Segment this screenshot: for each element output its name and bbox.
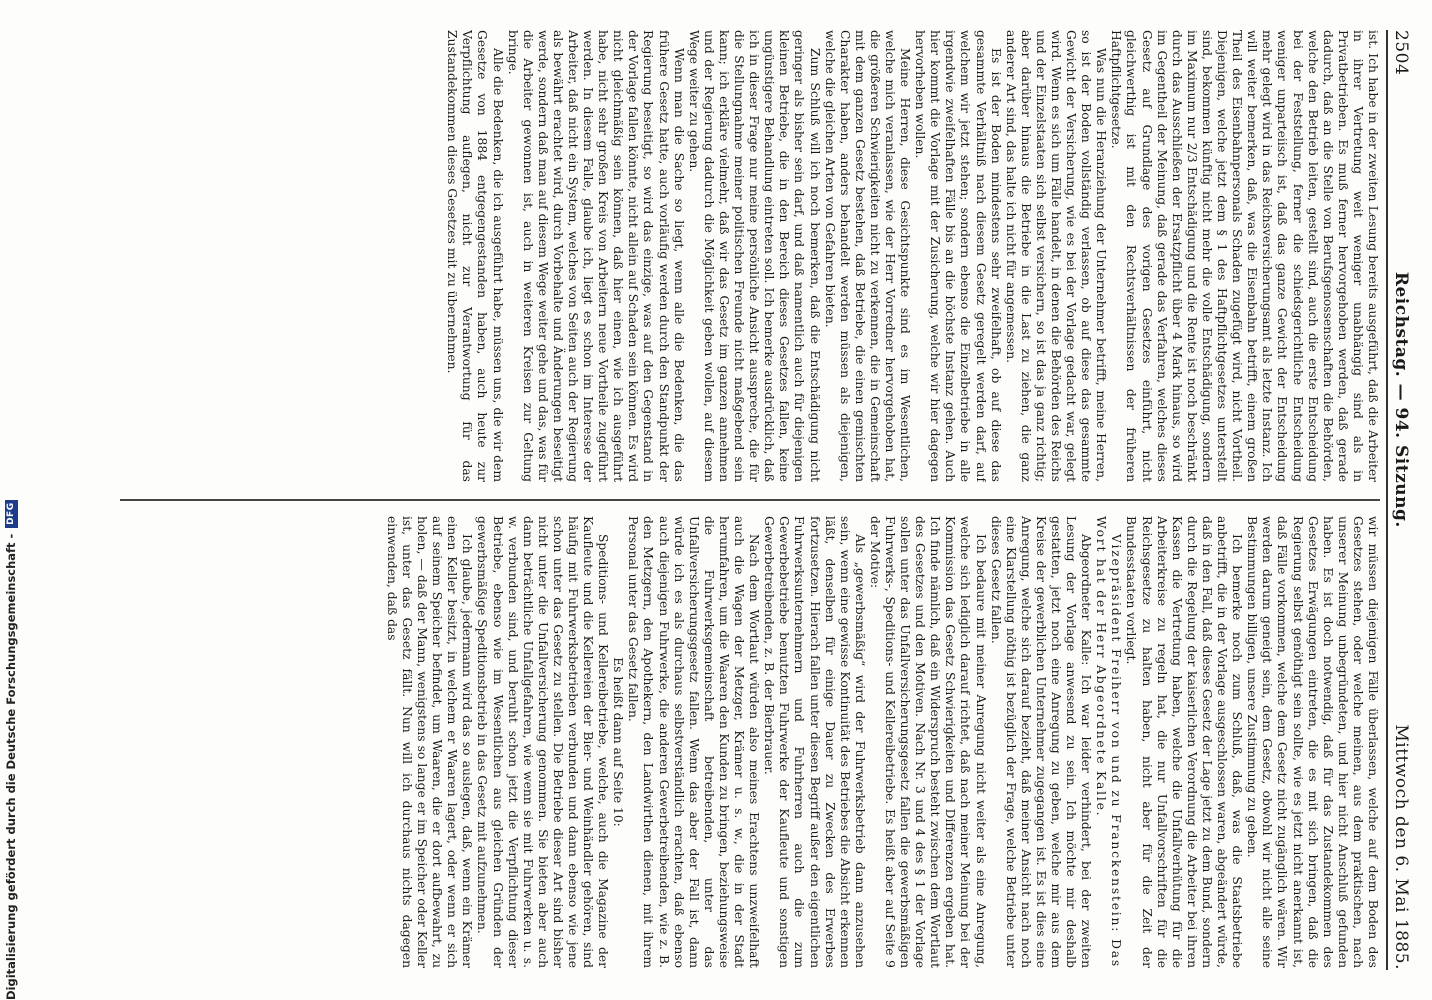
page-number: 2504 xyxy=(1391,30,1411,76)
rotated-page-body xyxy=(100,30,1416,970)
paragraph: Nach dem Wortlaut würden also meines Erachtens unzweifelhaft auch die Wagen der Metzger, Krämer u. s. w., die in der Stadt herumfahren, um die Waaren den Kunden zu bringen, beziehungsweise die Fuhrwerksgemeinschaft betreibenden, unter das Unfallversicherungsgesetz fallen. Wenn das aber der Fall ist, dann würde ich es als durchaus selbstverständlich erachten, daß ebenso auch diejenigen Fuhrwerke, die anderen Gewerbetreibenden, wie z. B. den Metzgern, den Apothekern, den Landwirthen dienen, mit ihrem Personal unter das Gesetz fallen. xyxy=(626,516,762,968)
paragraph: Zum Schluß will ich noch bemerken, daß die Entschädigung nicht geringer als bisher sein darf, und daß namentlich auch für diejenigen kleinen Betriebe, die in den Bereich dieses Gesetzes fallen, keine ungünstigere Behandlung eintreten soll. Ich bemerke ausdrücklich, daß ich in dieser Frage nur meine persönliche Ansicht ausspreche, die für die Stellungnahme meiner politischen Freunde nicht maßgebend sein kann; ich erkläre vielmehr, daß wir das Gesetz im ganzen annehmen und der Regierung dadurch die Möglichkeit geben wollen, auf diesem Wege weiter zu gehen. xyxy=(686,30,822,482)
page-title: Reichstag. — 94. Sitzung. xyxy=(1391,271,1411,528)
page-date: Mittwoch den 6. Mai 1885. xyxy=(1391,724,1411,970)
paragraph: Ich glaube, jedermann wird das so auslegen, daß, wenn ein Krämer einen Keller besitzt, in welchem er Waaren lagert, oder wenn er sich auf seinem Speicher befindet, um Waaren, die er dort aufbewahrt, zu holen, — daß der Mann, wenigstens so lange er im Speicher oder Keller ist, unter das Gesetz fällt. Nun will ich durchaus nichts dagegen einwenden, daß das xyxy=(384,516,475,968)
footer-text: Digitalisierung gefördert durch die Deutsche Forschungsgemeinschaft - xyxy=(4,533,18,1000)
paragraph: Es heißt dann auf Seite 10: xyxy=(611,657,626,827)
column-divider xyxy=(120,499,1380,501)
paragraph: Meine Herren, diese Gesichtspunkte sind es im Wesentlichen, welche mich veranlassen, wie der Herr Vorredner hervorgehoben hat, die größeren Schwierigkeiten nicht zu verkennen, die in Gemeinschaft mit dem ganzen Gesetz bestehen, daß Betriebe, die einen gemischten Charakter haben, anders behandelt werden müssen als diejenigen, welche die gleichen Arten von Gefahren bieten. xyxy=(822,30,913,482)
right-column xyxy=(110,516,1380,968)
paragraph: Alle die Bedenken, die ich ausgeführt habe, müssen uns, die wir dem Gesetze von 1884 entgegengestanden haben, auch heute zur Verpflichtung auflegen, nicht zur Verantwortung für das Zustandekommen dieses Gesetzes mit zu übernehmen. xyxy=(445,30,505,482)
paragraph: Ich bedaure mit meiner Anregung nicht weiter als eine Anregung, welche sich lediglich darauf richtet, daß nach meiner Meinung bei der Kommission das Gesetz Schwierigkeiten und Differenzen ergeben hat. Ich finde nämlich, daß ein Widerspruch besteht zwischen dem Wortlaut des Gesetzes und den Motiven. Nach Nr. 3 und 4 des § 1 der Vorlage sollen unter das Unfallversicherungsgesetz fallen die gewerbsmäßigen Fuhrwerks-, Speditions- und Kellereibetriebe. Es heißt aber auf Seite 9 der Motive: xyxy=(867,516,988,968)
paragraph: ist. Ich habe in der zweiten Lesung bereits ausgeführt, daß die Arbeiter in ihrer Vertretung weit weniger unabhängig sind als in Privatbetrieben. Es muß ferner hervorgehoben werden, daß gerade dadurch, daß an die Stelle von Berufsgenossenschaften die Behörden, welche den Betrieb leiten, gestellt sind, auch die erste Entscheidung bei der Feststellung, ferner die schiedsgerichtliche Entscheidung weniger unparteiisch ist, daß das ganze Gewicht der Entscheidung mehr gelegt wird in das Reichsversicherungsamt als letzte Instanz. Ich will weiter bemerken, daß, was die Eisenbahn betrifft, einem großen Theil des Eisenbahnpersonals Schaden zugefügt wird, nicht Vortheil. Diejenigen, welche jetzt dem § 1 des Haftpflichtgesetzes unterstellt sind, bekommen künftig nicht mehr die volle Entschädigung, sondern im Maximum nur 2/3 Entschädigung und die Rente ist noch beschränkt durch das Ausschließen der Ersatzpflicht über 4 Mark hinaus, so wird im Gegentheil der Meinung, daß gerade das Verfahren, welches dieses Gesetz auf Grundlage des vorigen Gesetzes einführt, nicht gleichwerthig ist mit den Rechtsverhältnissen der früheren Haftpflichtgesetze. xyxy=(1109,30,1380,482)
paragraph: wir müssen diejenigen Fälle überlassen, welche auf dem Boden des Gesetzes stehen, oder welche meinen, aus dem praktischen, nach unserer Meinung unbegründeten, und hier nicht Anschluß gefunden haben. Es ist doch notwendig, daß für das Zustandekommen des Gesetzes Erwägungen eintreten, die es mit sich bringen, daß die Regierung selbst genöthigt sein sollte, wie es jetzt nicht anerkannt ist, daß Fälle vorkommen, welche dem Gesetz nicht zugänglich wären. Wir werden darum geneigt sein, dem Gesetz, obwohl wir nicht alle seine Bestimmungen billigen, unsere Zustimmung zu geben. xyxy=(1245,516,1380,968)
left-column xyxy=(110,30,1380,482)
dfg-logo: DFG xyxy=(5,500,18,528)
president-announcement: Vizepräsident Freiherr von und zu Franckenstein: Das Wort hat der Herr Abgeordnete Kalle. xyxy=(1094,516,1124,968)
speaker-paragraph: Abgeordneter Kalle: Ich war leider verhindert, bei der zweiten Lesung der Vorlage anwesend zu sein. Ich möchte mir deshalb gestatten, jetzt noch eine Anregung zu geben, welche mir aus dem Kreise der gewerblichen Unternehmer zugegangen ist. Es ist dies eine Anregung, welche sich darauf bezieht, daß meiner Ansicht nach noch eine Klarstellung nöthig ist bezüglich der Frage, welche Betriebe unter dieses Gesetz fallen. xyxy=(988,516,1094,968)
digitization-footer xyxy=(0,0,22,1000)
paragraph: Es ist der Boden mindestens sehr zweifelhaft, ob auf diese das gesammte Verhältniß nach diesem Gesetz geregelt werden darf, auf welchem wir jetzt stehen; sondern ebenso die Einzelbetriebe in alle irgendwie zweifelhaften Fälle bis an die höchste Instanz gehen. Auch hier kommt die Vorlage mit der Zusicherung, welche wir hier dagegen hervorheben wollen. xyxy=(913,30,1003,482)
paragraph: Ich bemerke noch zum Schluß, daß, was die Staatsbetriebe anbetrifft, die in der Vorlage ausgeschlossen waren, abgeändert würde, daß in den Fall, daß dieses Gesetz der Lage jetzt zu dem Bund, sondern durch die Regelung der kaiserlichen Verordnung die Arbeiter bei ihren Kassen die Vertretung haben, welche die Unfallverhütung für die Arbeiterkreise zu regeln hat, die nur Unfallvorschriften für die Reichsgesetze zu halten haben, nicht aber für die Zeit der Bundesstaaten vorliegt. xyxy=(1124,516,1245,968)
quoted-paragraph: Als „gewerbsmäßig“ wird der Fuhrwerksbetrieb dann anzusehen sein, wenn eine gewisse Kontinuität des Betriebes die Absicht erkennen läßt, denselben für einige Dauer zu Zwecken des Erwerbes fortzusetzen. Hierach fallen unter diesen Begriff außer den eigentlichen Fuhrwerksunternehmern und Fuhrherren auch die zum Gewerbebetriebe benutzten Fuhrwerke der Kaufleute und sonstigen Gewerbetreibenden, z. B. der Bierbrauer. xyxy=(762,516,867,968)
page-header xyxy=(1386,30,1416,970)
paragraph: Wenn man die Sache so liegt, wenn alle die Bedenken, die das frühere Gesetz hatte, auch vorläufig werden durch den Standpunkt der Regierung beseitigt, so wird das einzige, was auf den Gegenstand in der Vorlage fallen könnte, nicht allein auf Schaden sein können. Es wird nicht gleichmäßig sein können, daß hier einen, wie ich ausgeführt habe, nicht sehr großen Kreis von Arbeitern neue Vortheile zugeführt werden. In diesem Falle, glaube ich, liegt es schon im Interesse der Arbeiter, daß nicht ein System, welches von Seiten auch der Regierung als bewährt erachtet wird, durch Vorbehalte und Änderungen beseitigt werde, sondern daß man auf diesem Wege weiter gehe und das, was für die Arbeiter gewonnen ist, auch in weiteren Kreisen zur Geltung bringe. xyxy=(505,30,686,482)
paragraph: Was nun die Heranziehung der Unternehmer betrifft, meine Herren, so ist der Boden vollständig verlassen, ob auf diese das gesammte Gewicht der Versicherung, wie es bei der Vorlage gedacht war, gelegt wird. Wenn es sich um Fälle handelt, in denen die Behörden des Reichs und der Einzelstaaten sich selbst versichern, so ist das ja ganz richtig; aber darüber hinaus die Betriebe in die Last zu ziehen, die ganz anderer Art sind, das halte ich nicht für angemessen. xyxy=(1003,30,1109,482)
quoted-paragraph: Speditions- und Kellereibetriebe, welche, auch die Magazine der Kaufleute und die Kellereien der Bier- und Weinhändler gehören, sind häufig mit Fuhrwerksbetrieben verbunden und dann ebenso wie jene schon unter das Gesetz zu stellen. Die Betriebe dieser Art sind bisher nicht unter die Unfallversicherung genommen. Sie bieten aber auch dann beträchtliche Unfallgefahren, wie wenn sie mit Fuhrwerken u. s. w. verbunden sind, und beruht schon jetzt die Verpflichtung dieser Betriebe, ebenso wie im Wesentlichen aus gleichen Gründen der gewerbsmäßige Speditionsbetrieb in das Gesetz mit aufzunehmen. xyxy=(475,516,611,968)
